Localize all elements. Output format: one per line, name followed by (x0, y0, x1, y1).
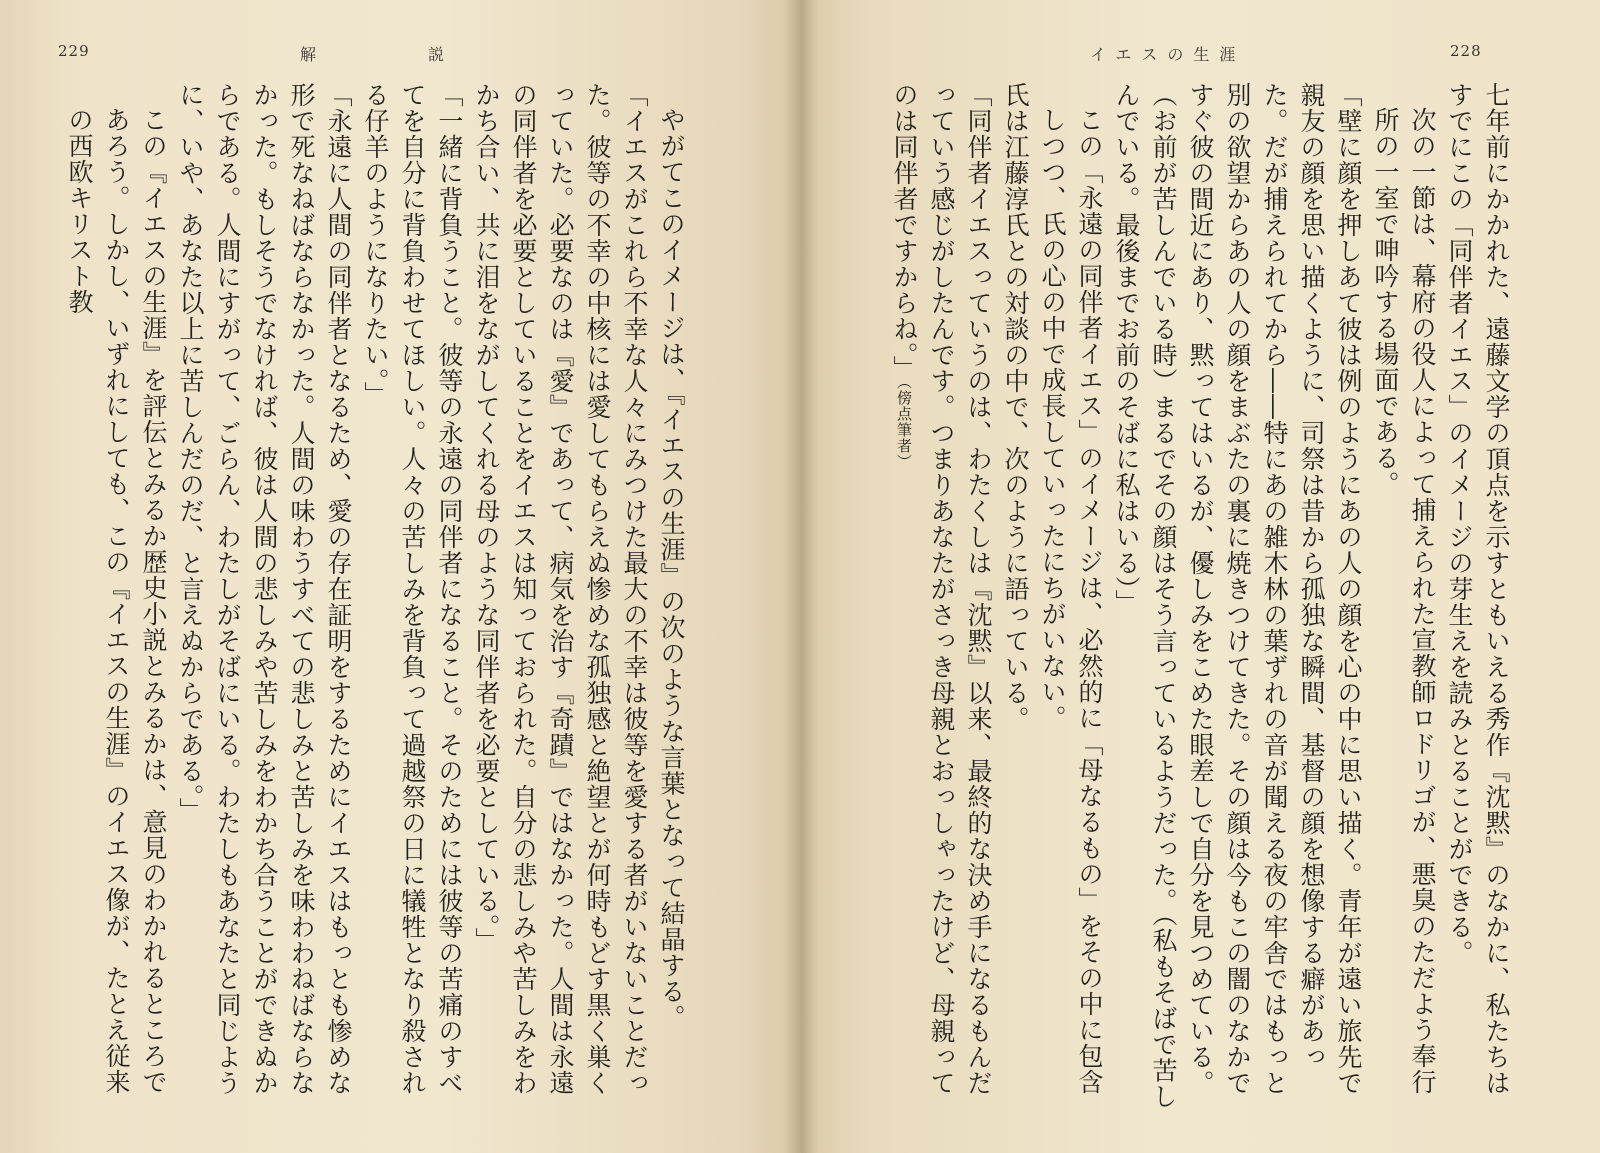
paragraph: 氏は江藤淳氏との対談の中で、次のように語っている。 (1001, 82, 1030, 732)
paragraph: 七年前にかかれた、遠藤文学の頂点を示すともいえる秀作『沈黙』のなかに、私たちはすでにこの「同伴者イエス」のイメージの芽生えを読みとることができる。 (1445, 82, 1511, 1096)
quote-paragraph: 「永遠に人間の同伴者となるため、愛の存在証明をするためにイエスはもっとも惨めな形で死なねばならなかった。人間の味わうすべての悲しみと苦しみを味わわねばならなかった。もしそうでなければ、彼は人間の悲しみや苦しみをわかち合うことができぬからである。人間にすがって、ごらん、わたしがそばにいる。わたしもあなたと同じように、いや、あなた以上に苦しんだのだ、と言えぬからである。」 (176, 82, 353, 1096)
left-body-text (50, 82, 690, 1112)
page-number-right: 228 (1450, 42, 1482, 60)
emphasis-note: （傍点筆者） (895, 381, 913, 470)
right-body-text (825, 82, 1515, 1112)
running-header-left-1: 解 (300, 45, 327, 64)
right-page (800, 0, 1600, 1153)
running-header-right: イエスの生涯 (1090, 45, 1246, 64)
paragraph: 次の一節は、幕府の役人によって捕えられた宣教師ロドリゴが、悪臭のただよう奉行所の一室で呻吟する場面である。 (1371, 107, 1437, 1095)
paragraph: この『イエスの生涯』を評伝とみるか歴史小説とみるかは、意見のわかれるところであろう。しかし、いずれにしても、この『イエスの生涯』のイエス像が、たとえ従来の西欧キリスト教 (65, 107, 168, 1095)
running-header-left-2: 説 (428, 45, 455, 64)
paragraph: この「永遠の同伴者イエス」のイメージは、必然的に「母なるもの」をその中に包含しつつ、氏の心の中で成長していったにちがいない。 (1038, 107, 1104, 1095)
quote-paragraph (885, 82, 997, 1112)
quote-paragraph: 「イエスがこれら不幸な人々にみつけた最大の不幸は彼等を愛する者がいないことだった。彼等の不幸の中核には愛してもらえぬ惨めな孤独感と絶望とが何時もどす黒く巣くっていた。必要なのは『愛』であって、病気を治す『奇蹟』ではなかった。人間は永遠の同伴者を必要としていることをイエスは知っておられた。自分の悲しみや苦しみをわかち合い、共に泪をながしてくれる母のような同伴者を必要としている。」 (472, 82, 649, 1096)
page-number-left: 229 (58, 42, 90, 60)
quote-paragraph: 「一緒に背負うこと。彼等の永遠の同伴者になること。そのためには彼等の苦痛のすべてを自分に背負わせてほしい。人々の苦しみを背負って過越祭の日に犠牲となり殺される仔羊のようになりたい。」 (361, 82, 464, 1096)
paragraph: やがてこのイメージは、『イエスの生涯』の次のような言葉となって結晶する。 (657, 107, 686, 1031)
quote-paragraph: 「壁に顔を押しあて彼は例のようにあの人の顔を心の中に思い描く。青年が遠い旅先で親友の顔を思い描くように、司祭は昔から孤独な瞬間、基督の顔を想像する癖があった。だが捕えられてから――特にあの雑木林の葉ずれの音が聞える夜の牢舎ではもっと別の欲望からあの人の顔をまぶたの裏に焼きつけてきた。その顔は今もこの闇のなかですぐ彼の間近にあり、黙ってはいるが、優しみをこめた眼差しで自分を見つめている。（お前が苦しんでいる時）まるでその顔はそう言っているようだった。（私もそばで苦しんでいる。最後までお前のそばに私はいる）」 (1112, 82, 1363, 1110)
quote-text: 「同伴者イエスっていうのは、わたくしは『沈黙』以来、最終的な決め手になるもんだっていう感じがしたんです。つまりあなたがさっき母親とおっしゃったけど、母親ってのは同伴者ですからね。」 (890, 82, 993, 1096)
